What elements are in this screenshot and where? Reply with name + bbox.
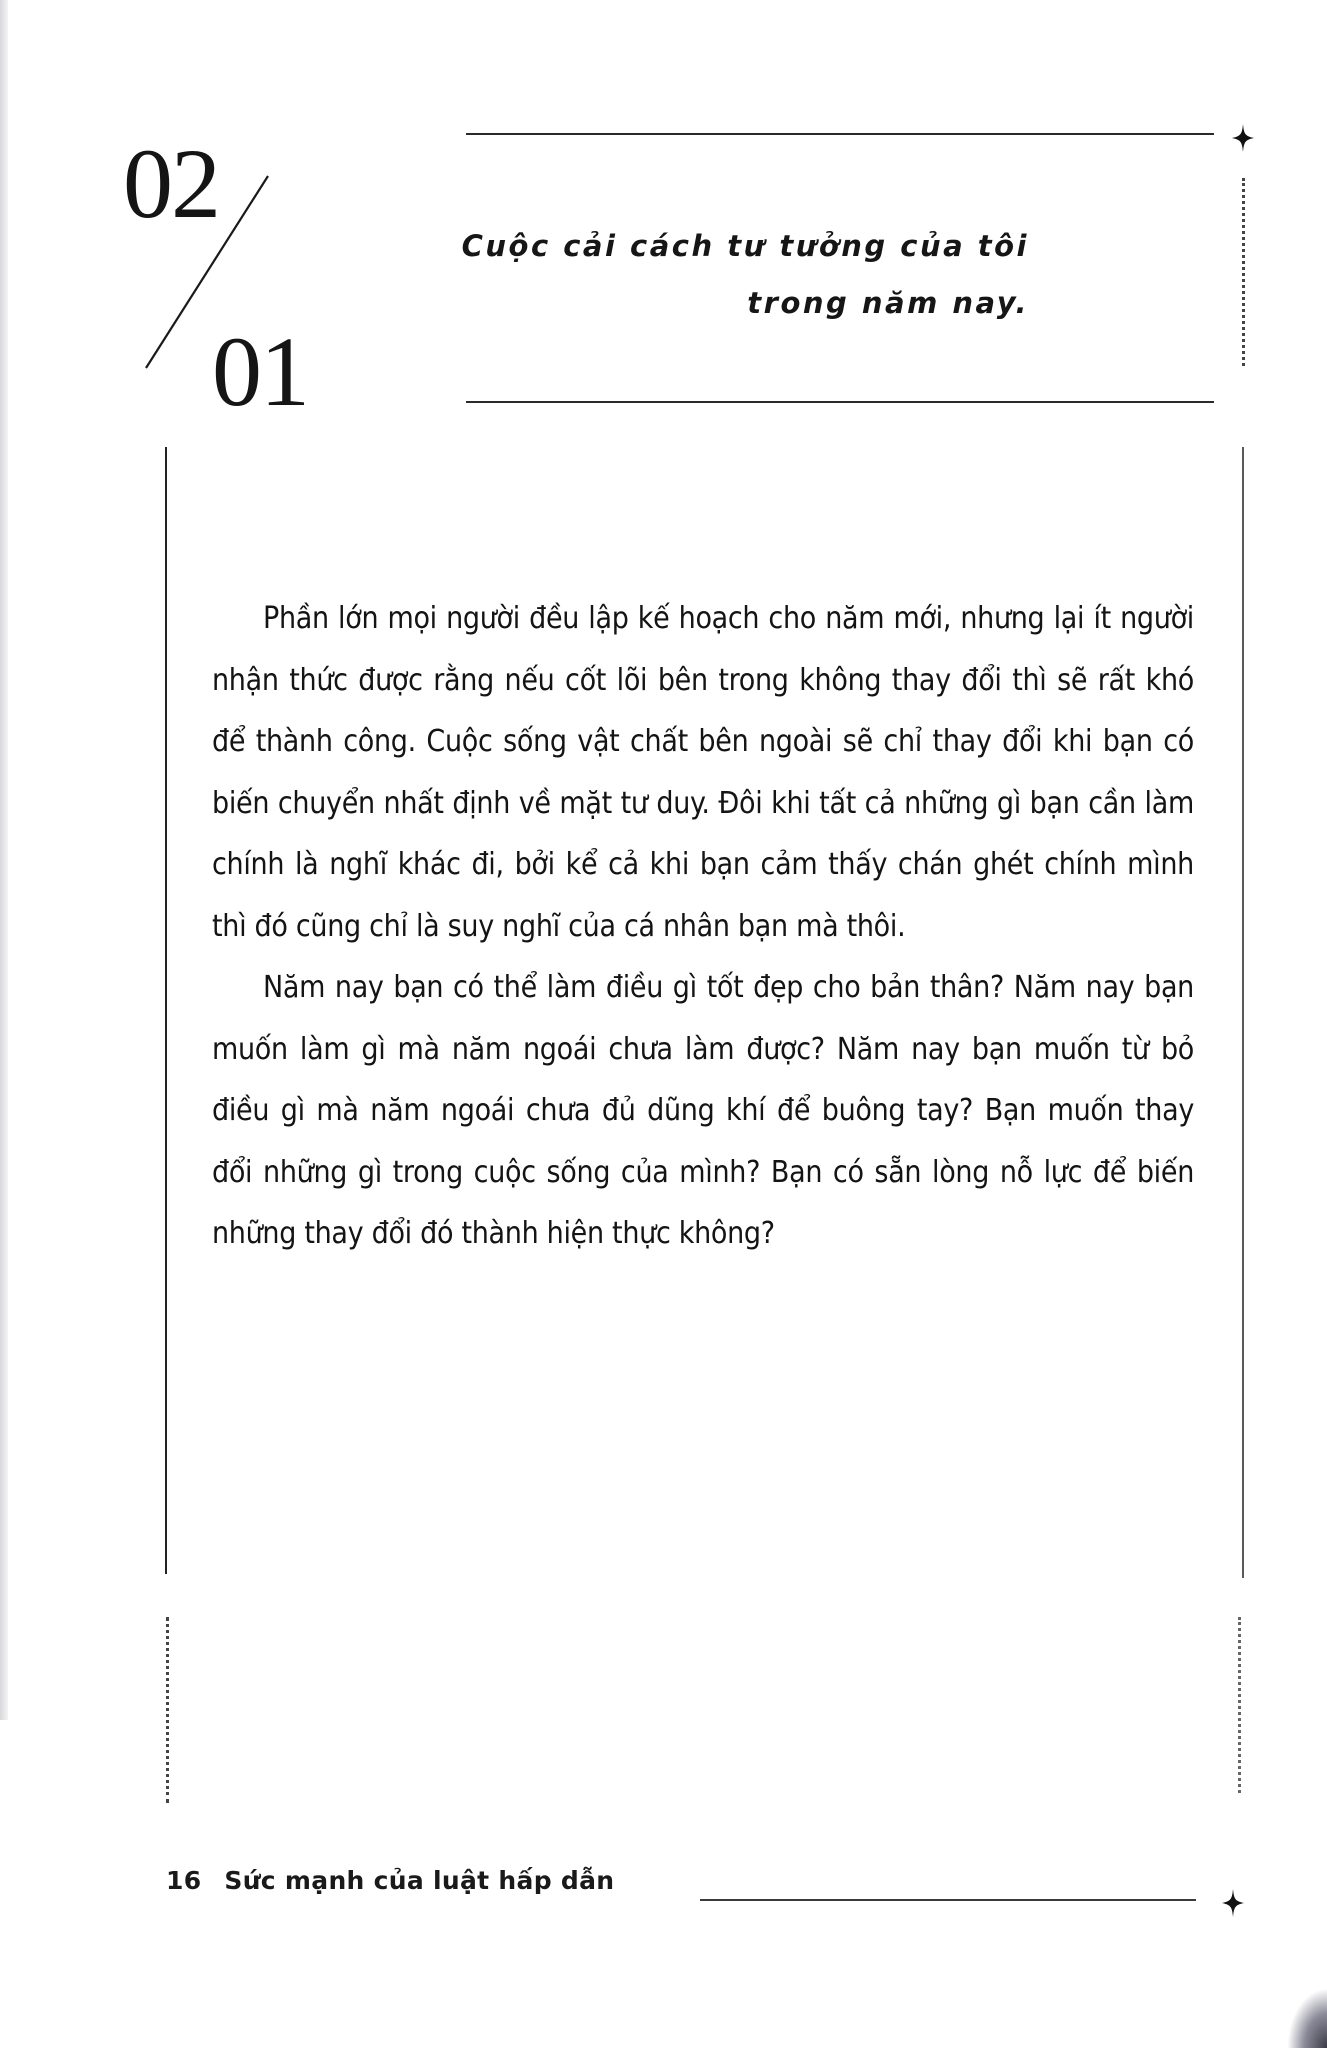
- four-point-star-icon: [1222, 1889, 1244, 1917]
- chapter-subtitle-line-2: trong năm nay.: [747, 286, 1029, 320]
- frame-left-dotted-rule: [166, 1617, 169, 1803]
- chapter-subtitle: [409, 218, 1029, 332]
- frame-right-dotted-rule: [1238, 1617, 1241, 1793]
- chapter-number-top: 02: [123, 128, 219, 239]
- page-number: 16: [166, 1866, 202, 1895]
- header-bottom-rule: [466, 401, 1214, 403]
- page-corner-shadow: [1287, 1988, 1327, 2048]
- frame-left-rule: [165, 447, 167, 1574]
- body-text: [212, 588, 1194, 1265]
- footer-rule: [700, 1899, 1196, 1901]
- body-paragraph-2: Năm nay bạn có thể làm điều gì tốt đẹp cho bản thân? Năm nay bạn muốn làm gì mà năm ngoái chưa làm được? Năm nay bạn muốn từ bỏ điều gì mà năm ngoái chưa đủ dũng khí để buông tay? Bạn muốn thay đổi những gì trong cuộc sống của mình? Bạn có sẵn lòng nỗ lực để biến những thay đổi đó thành hiện thực không?: [212, 970, 1194, 1251]
- body-paragraph-1: Phần lớn mọi người đều lập kế hoạch cho năm mới, nhưng lại ít người nhận thức được rằng nếu cốt lõi bên trong không thay đổi thì sẽ rất khó để thành công. Cuộc sống vật chất bên ngoài sẽ chỉ thay đổi khi bạn có biến chuyển nhất định về mặt tư duy. Đôi khi tất cả những gì bạn cần làm chính là nghĩ khác đi, bởi kể cả khi bạn cảm thấy chán ghét chính mình thì đó cũng chỉ là suy nghĩ của cá nhân bạn mà thôi.: [212, 601, 1194, 944]
- header-top-rule: [466, 133, 1214, 135]
- chapter-subtitle-line-1: Cuộc cải cách tư tưởng của tôi: [461, 229, 1029, 263]
- chapter-number-bottom: 01: [212, 316, 308, 427]
- page-footer: [166, 1866, 614, 1895]
- page-binding-edge: [0, 0, 8, 1720]
- frame-right-rule: [1242, 447, 1244, 1578]
- running-book-title: Sức mạnh của luật hấp dẫn: [224, 1866, 615, 1895]
- header-dotted-rule: [1242, 178, 1245, 366]
- four-point-star-icon: [1232, 124, 1254, 152]
